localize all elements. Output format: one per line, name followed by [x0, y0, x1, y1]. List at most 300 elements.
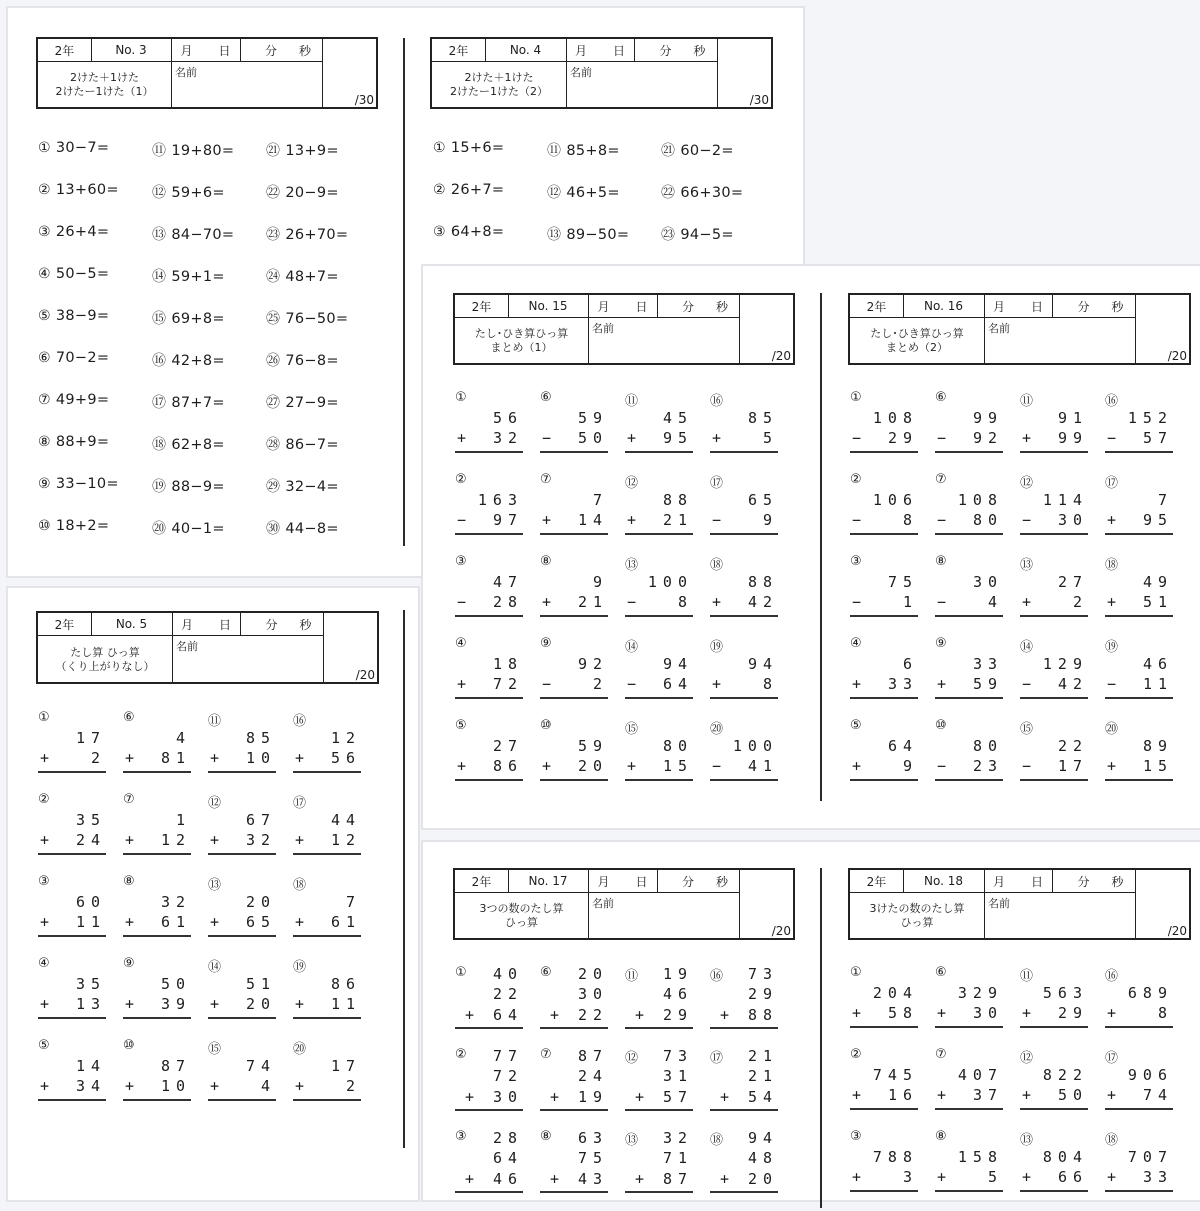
operand-middle: 15: [1142, 757, 1173, 775]
problem-number: ⑥: [540, 390, 552, 405]
column-problem: [710, 554, 778, 636]
problem-item: [547, 140, 620, 160]
problem-expression: 86−7=: [285, 437, 339, 453]
problem-expression: 76−50=: [285, 311, 349, 327]
column-problem: [123, 874, 191, 956]
problem-number: ⑧: [123, 874, 135, 889]
column-problem: [540, 554, 608, 636]
operand-top: 9: [592, 573, 608, 591]
worksheet-title: [38, 61, 171, 109]
name-field[interactable]: 名前: [988, 322, 1010, 335]
problem-item: [661, 224, 734, 244]
answer-line: [850, 1108, 918, 1110]
problem-expression: 59+1=: [171, 269, 225, 285]
answer-line: [208, 1017, 276, 1019]
time-field[interactable]: [1052, 870, 1135, 892]
problem-number: ⑭: [625, 640, 639, 655]
operator: +: [1107, 1086, 1117, 1104]
name-field[interactable]: 名前: [570, 66, 592, 79]
operand-top: 86: [330, 975, 361, 993]
operator: +: [1107, 511, 1117, 529]
column-problem: [293, 874, 361, 956]
answer-line: [1020, 1108, 1088, 1110]
problem-item: [38, 224, 109, 240]
operand-middle: 97: [492, 511, 523, 529]
column-problem: [123, 956, 191, 1038]
title-line-2: ひっ算: [900, 916, 934, 929]
problem-number: ⑲: [293, 960, 307, 975]
answer-line: [710, 533, 778, 535]
operator: +: [1107, 757, 1117, 775]
problem-number: ⑩: [38, 518, 51, 534]
answer-line: [850, 779, 918, 781]
column-problem: [935, 390, 1003, 472]
operand-top: 158: [957, 1148, 1003, 1166]
problem-number: ⑱: [710, 558, 724, 573]
month-label: 月: [992, 874, 1005, 889]
time-field[interactable]: [1052, 295, 1135, 317]
operator: +: [720, 1006, 730, 1024]
answer-line: [540, 1027, 608, 1029]
column-problem: [1105, 472, 1173, 554]
operator: +: [125, 831, 135, 849]
answer-line: [710, 615, 778, 617]
day-label: 日: [218, 43, 231, 58]
problem-item: [38, 518, 109, 534]
answer-line: [293, 1099, 361, 1101]
column-problem: [935, 1129, 1003, 1211]
grade-label: 2年: [866, 299, 887, 314]
column-problem: [625, 1129, 693, 1211]
operator: +: [542, 593, 552, 611]
problem-number: ⑪: [1020, 969, 1034, 984]
answer-line: [625, 1027, 693, 1029]
column-problem: [1020, 965, 1088, 1047]
problem-expression: 44−8=: [285, 521, 339, 537]
operand-top: 91: [1057, 409, 1088, 427]
problem-item: [266, 182, 339, 202]
score-total: /30: [354, 93, 374, 107]
operator: +: [210, 1077, 220, 1095]
column-problem: [625, 1047, 693, 1129]
operator: +: [937, 1086, 947, 1104]
operand-middle: 2: [1072, 593, 1088, 611]
operator: +: [40, 913, 50, 931]
operator: −: [852, 593, 862, 611]
operator: −: [937, 429, 947, 447]
column-problem: [850, 965, 918, 1047]
operand-middle: 14: [577, 511, 608, 529]
problem-number: ⑤: [455, 718, 467, 733]
answer-line: [38, 853, 106, 855]
answer-line: [1020, 533, 1088, 535]
day-label: 日: [1031, 299, 1044, 314]
answer-line: [625, 615, 693, 617]
column-problem: [293, 1038, 361, 1120]
operator: +: [210, 913, 220, 931]
second-label: 秒: [716, 874, 729, 889]
operand-middle: 99: [1057, 429, 1088, 447]
operand-middle: 11: [1142, 675, 1173, 693]
column-problem: [208, 1038, 276, 1120]
second-label: 秒: [1111, 874, 1124, 889]
day-label: 日: [1031, 874, 1044, 889]
answer-line: [850, 615, 918, 617]
problem-number: ③: [850, 1129, 862, 1144]
operand-top: 17: [330, 1057, 361, 1075]
answer-line: [38, 1017, 106, 1019]
operand-top: 707: [1127, 1148, 1173, 1166]
operand-top: 63: [577, 1129, 608, 1147]
name-field[interactable]: 名前: [176, 640, 198, 653]
operand-bottom: 20: [747, 1170, 778, 1188]
problem-item: [661, 182, 743, 202]
column-problem: [935, 1047, 1003, 1129]
problem-item: [266, 308, 348, 328]
operator: +: [712, 593, 722, 611]
operator: +: [852, 1004, 862, 1022]
operator: −: [852, 429, 862, 447]
column-problem: [123, 710, 191, 792]
column-problem: [1020, 1047, 1088, 1129]
problem-expression: 50−5=: [55, 266, 110, 282]
operand-middle: 21: [662, 511, 693, 529]
operand-bottom: 54: [747, 1088, 778, 1106]
time-field[interactable]: [657, 295, 739, 317]
problem-number: ⑪: [547, 143, 562, 159]
name-field[interactable]: 名前: [988, 897, 1010, 910]
answer-line: [1105, 779, 1173, 781]
problem-number: ㉚: [266, 521, 281, 537]
answer-line: [850, 697, 918, 699]
column-problem: [38, 710, 106, 792]
column-problem: [123, 1038, 191, 1120]
operand-top: 163: [477, 491, 523, 509]
operand-bottom: 43: [577, 1170, 608, 1188]
answer-line: [1105, 697, 1173, 699]
operand-middle: 22: [492, 985, 523, 1003]
operand-top: 87: [160, 1057, 191, 1075]
column-problem: [1105, 636, 1173, 718]
column-problem: [710, 1047, 778, 1129]
operand-middle: 33: [1142, 1168, 1173, 1186]
answer-line: [455, 451, 523, 453]
problem-number: ⑫: [547, 185, 562, 201]
operand-top: 92: [577, 655, 608, 673]
column-problem: [38, 874, 106, 956]
operand-middle: 12: [330, 831, 361, 849]
operator: +: [550, 1170, 560, 1188]
date-field[interactable]: [566, 39, 634, 61]
problem-number: ⑫: [208, 796, 222, 811]
problem-number: ⑯: [710, 969, 724, 984]
problem-number: ⑭: [152, 269, 167, 285]
date-field[interactable]: [588, 295, 657, 317]
answer-line: [625, 1191, 693, 1193]
operand-middle: 8: [902, 511, 918, 529]
problem-item: [152, 476, 225, 496]
problem-number: ⑱: [152, 437, 167, 453]
operator: +: [295, 913, 305, 931]
answer-line: [540, 451, 608, 453]
time-field[interactable]: [240, 39, 322, 61]
problem-number: ①: [850, 390, 862, 405]
problem-number: ⑤: [38, 1038, 50, 1053]
problem-number: ⑩: [540, 718, 552, 733]
operand-middle: 8: [677, 593, 693, 611]
date-field[interactable]: [171, 39, 240, 61]
answer-line: [935, 1026, 1003, 1028]
problem-number: ㉘: [266, 437, 281, 453]
answer-line: [625, 697, 693, 699]
problem-number: ①: [850, 965, 862, 980]
operand-middle: 20: [577, 757, 608, 775]
title-line-2: 2けたー1けた（1）: [55, 85, 154, 98]
operand-top: 22: [1057, 737, 1088, 755]
answer-line: [1020, 697, 1088, 699]
operand-top: 75: [887, 573, 918, 591]
grade-label: 2年: [866, 874, 887, 889]
title-line-1: 3けたの数のたし算: [869, 902, 965, 915]
name-field[interactable]: 名前: [592, 897, 614, 910]
problem-item: [152, 350, 225, 370]
operand-middle: 65: [245, 913, 276, 931]
date-field[interactable]: [984, 870, 1052, 892]
operator: +: [542, 511, 552, 529]
worksheet-header: [36, 37, 378, 109]
column-problem: [935, 472, 1003, 554]
operand-middle: 31: [662, 1067, 693, 1085]
operator: +: [852, 1086, 862, 1104]
problem-number: ①: [38, 710, 50, 725]
problem-number: ①: [38, 140, 51, 156]
second-label: 秒: [716, 299, 729, 314]
date-field[interactable]: [172, 613, 240, 635]
sheet-number: No. 18: [923, 874, 963, 888]
worksheet-title: [432, 61, 566, 109]
operand-middle: 29: [887, 429, 918, 447]
answer-line: [625, 533, 693, 535]
problem-number: ⑱: [710, 1133, 724, 1148]
page-divider: [820, 293, 822, 801]
answer-line: [1105, 451, 1173, 453]
answer-line: [710, 697, 778, 699]
operator: −: [1022, 675, 1032, 693]
operand-middle: 59: [972, 675, 1003, 693]
problem-number: ⑪: [208, 714, 222, 729]
problem-item: [266, 518, 339, 538]
operand-middle: 21: [577, 593, 608, 611]
worksheet-header: [36, 611, 379, 684]
title-line-1: たし･ひき算ひっ算: [870, 327, 964, 340]
sheet-number: No. 16: [923, 299, 963, 313]
page-divider: [820, 868, 822, 1208]
operand-top: 100: [732, 737, 778, 755]
problem-number: ②: [455, 1047, 467, 1062]
operator: +: [635, 1088, 645, 1106]
problem-number: ⑦: [540, 1047, 552, 1062]
page-divider: [403, 610, 405, 1148]
column-problem: [625, 718, 693, 800]
problem-number: ⑳: [1105, 722, 1119, 737]
answer-line: [540, 779, 608, 781]
operand-top: 64: [887, 737, 918, 755]
column-problem: [850, 554, 918, 636]
operand-middle: 58: [887, 1004, 918, 1022]
minute-label: 分: [1077, 874, 1090, 889]
problem-number: ②: [38, 182, 51, 198]
operand-middle: 50: [1057, 1086, 1088, 1104]
time-field[interactable]: [634, 39, 717, 61]
title-line-1: 2けた＋1けた: [464, 71, 534, 84]
time-field[interactable]: [657, 870, 739, 892]
problem-number: ⑱: [293, 878, 307, 893]
operand-top: 108: [872, 409, 918, 427]
problem-number: ⑮: [625, 722, 639, 737]
operand-top: 14: [75, 1057, 106, 1075]
problem-number: ⑧: [935, 1129, 947, 1144]
operand-middle: 16: [887, 1086, 918, 1104]
operator: −: [542, 675, 552, 693]
operand-top: 65: [747, 491, 778, 509]
operand-top: 94: [747, 655, 778, 673]
column-problem: [710, 472, 778, 554]
operand-top: 745: [872, 1066, 918, 1084]
problem-item: [152, 182, 225, 202]
operand-top: 56: [492, 409, 523, 427]
operator: +: [542, 757, 552, 775]
time-field[interactable]: [240, 613, 323, 635]
column-problem: [208, 710, 276, 792]
operand-top: 19: [662, 965, 693, 983]
minute-label: 分: [1077, 299, 1090, 314]
problem-expression: 18+2=: [55, 518, 110, 534]
problem-number: ⑰: [152, 395, 167, 411]
column-problem: [710, 1129, 778, 1211]
name-field[interactable]: 名前: [592, 322, 614, 335]
answer-line: [293, 1017, 361, 1019]
problem-number: ⑧: [935, 554, 947, 569]
operand-middle: 24: [75, 831, 106, 849]
answer-line: [935, 451, 1003, 453]
column-problem: [710, 390, 778, 472]
problem-expression: 60−2=: [680, 143, 734, 159]
answer-line: [850, 1026, 918, 1028]
operator: −: [1107, 675, 1117, 693]
answer-line: [38, 1099, 106, 1101]
operator: +: [720, 1088, 730, 1106]
operand-top: 94: [747, 1129, 778, 1147]
column-problem: [850, 636, 918, 718]
answer-line: [710, 451, 778, 453]
problem-number: ⑥: [38, 350, 51, 366]
operand-top: 94: [662, 655, 693, 673]
problem-number: ⑪: [625, 394, 639, 409]
operand-middle: 10: [160, 1077, 191, 1095]
answer-line: [455, 1027, 523, 1029]
operand-top: 40: [492, 965, 523, 983]
problem-number: ⑱: [1105, 558, 1119, 573]
month-label: 月: [597, 299, 610, 314]
problem-item: [38, 266, 109, 282]
operand-top: 27: [492, 737, 523, 755]
problem-number: ⑨: [935, 636, 947, 651]
column-problem: [540, 1047, 608, 1129]
answer-line: [1020, 1190, 1088, 1192]
answer-line: [455, 1109, 523, 1111]
problem-number: ⑥: [935, 965, 947, 980]
title-line-1: たし･ひき算ひっ算: [474, 327, 569, 340]
operator: +: [937, 675, 947, 693]
operand-middle: 50: [577, 429, 608, 447]
answer-line: [710, 1027, 778, 1029]
operand-top: 45: [662, 409, 693, 427]
column-problem: [38, 956, 106, 1038]
minute-label: 分: [265, 617, 278, 632]
operator: +: [125, 749, 135, 767]
operand-top: 35: [75, 975, 106, 993]
problem-item: [38, 392, 109, 408]
problem-number: ㉓: [266, 227, 281, 243]
problem-number: ②: [455, 472, 467, 487]
problem-number: ㉗: [266, 395, 281, 411]
problem-item: [661, 140, 734, 160]
column-problem: [455, 1047, 523, 1129]
problem-expression: 88−9=: [171, 479, 225, 495]
operand-middle: 95: [1142, 511, 1173, 529]
column-problem: [455, 1129, 523, 1211]
operand-top: 906: [1127, 1066, 1173, 1084]
minute-label: 分: [659, 43, 672, 58]
score-total: /20: [355, 668, 375, 682]
problem-expression: 13+9=: [285, 143, 339, 159]
operand-top: 100: [647, 573, 693, 591]
problem-number: ⑦: [38, 392, 51, 408]
operator: +: [457, 429, 467, 447]
operand-middle: 95: [662, 429, 693, 447]
score-total: /30: [749, 93, 769, 107]
operand-top: 33: [972, 655, 1003, 673]
column-problem: [208, 792, 276, 874]
problem-number: ⑬: [152, 227, 167, 243]
answer-line: [935, 533, 1003, 535]
problem-number: ②: [38, 792, 50, 807]
operator: +: [295, 995, 305, 1013]
problem-number: ②: [433, 182, 446, 198]
operand-top: 329: [957, 984, 1003, 1002]
operand-middle: 10: [245, 749, 276, 767]
operand-middle: 64: [492, 1149, 523, 1167]
operand-middle: 81: [160, 749, 191, 767]
date-field[interactable]: [984, 295, 1052, 317]
operand-top: 17: [75, 729, 106, 747]
operand-middle: 34: [75, 1077, 106, 1095]
column-problem: [710, 965, 778, 1047]
answer-line: [455, 1191, 523, 1193]
operator: −: [457, 593, 467, 611]
answer-line: [1020, 1026, 1088, 1028]
operator: +: [210, 749, 220, 767]
operator: +: [1022, 1086, 1032, 1104]
problem-number: ⑦: [123, 792, 135, 807]
problem-item: [266, 140, 339, 160]
operator: +: [40, 995, 50, 1013]
column-problem: [850, 718, 918, 800]
operand-top: 67: [245, 811, 276, 829]
name-field[interactable]: 名前: [175, 66, 197, 79]
date-field[interactable]: [588, 870, 657, 892]
column-problem: [850, 472, 918, 554]
